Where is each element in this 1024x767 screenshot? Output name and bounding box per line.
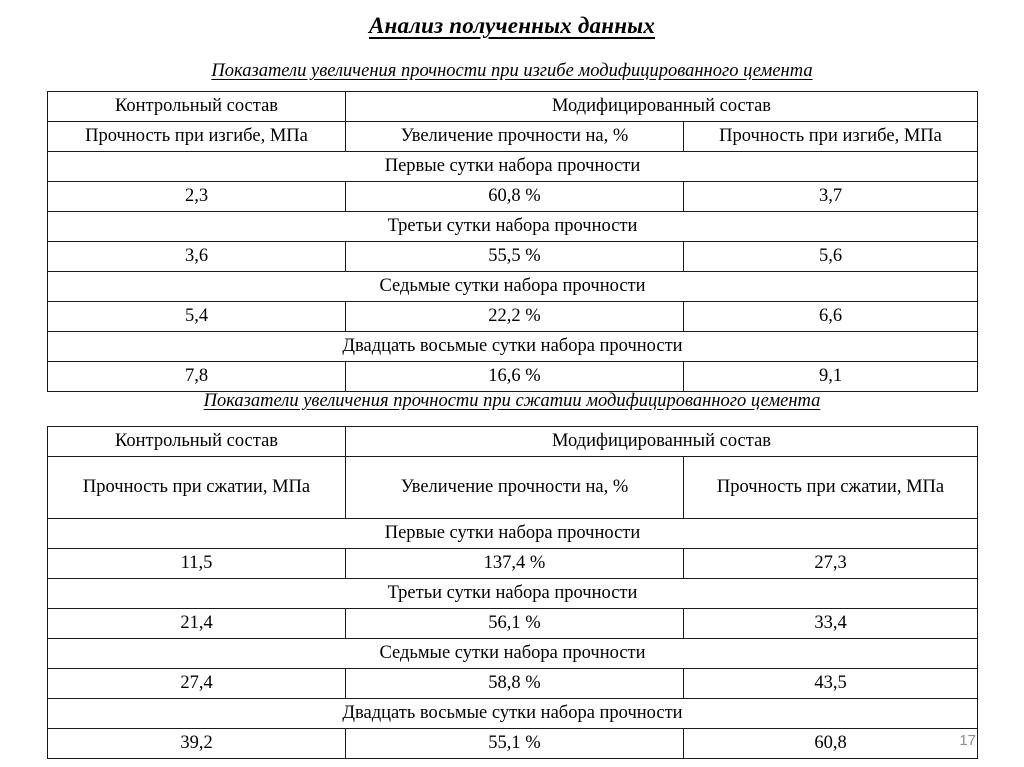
- cell-control-value: 3,6: [48, 242, 346, 272]
- table-row: [48, 609, 978, 639]
- table-row-section-label: [48, 152, 978, 182]
- table-row-column-headers: [48, 122, 978, 152]
- table-row-section-label: [48, 579, 978, 609]
- cell-control-value: 27,4: [48, 669, 346, 699]
- cell-increase-value: 56,1 %: [346, 609, 684, 639]
- table-row-section-label: [48, 272, 978, 302]
- cell-increase-value: 22,2 %: [346, 302, 684, 332]
- cell-modified-value: 9,1: [684, 362, 978, 392]
- table-row-column-headers: [48, 457, 978, 519]
- table-caption-compressive: Показатели увеличения прочности при сжатии модифицированного цемента: [203, 391, 821, 411]
- cell-increase-value: 137,4 %: [346, 549, 684, 579]
- page-number: 17: [959, 732, 976, 749]
- table-row-section-label: [48, 699, 978, 729]
- column-header-increase-percent: Увеличение прочности на, %: [346, 457, 684, 519]
- cell-modified-value: 6,6: [684, 302, 978, 332]
- column-header-modified-strength: Прочность при сжатии, МПа: [684, 457, 978, 519]
- cell-control-value: 2,3: [48, 182, 346, 212]
- cell-modified-value: 33,4: [684, 609, 978, 639]
- section-label-day-7: Седьмые сутки набора прочности: [48, 639, 978, 669]
- cell-modified-value: 60,8: [684, 729, 978, 759]
- group-header-modified: Модифицированный состав: [346, 427, 978, 457]
- cell-modified-value: 43,5: [684, 669, 978, 699]
- group-header-control: Контрольный состав: [48, 92, 346, 122]
- column-header-control-strength: Прочность при сжатии, МПа: [48, 457, 346, 519]
- section-label-day-28: Двадцать восьмые сутки набора прочности: [48, 699, 978, 729]
- cell-control-value: 21,4: [48, 609, 346, 639]
- table-caption-flexural: Показатели увеличения прочности при изгибе модифицированного цемента: [211, 61, 813, 81]
- column-header-modified-strength: Прочность при изгибе, МПа: [684, 122, 978, 152]
- cell-modified-value: 5,6: [684, 242, 978, 272]
- table-row-section-label: [48, 519, 978, 549]
- section-label-day-7: Седьмые сутки набора прочности: [48, 272, 978, 302]
- cell-increase-value: 60,8 %: [346, 182, 684, 212]
- cell-increase-value: 16,6 %: [346, 362, 684, 392]
- table-row: [48, 729, 978, 759]
- table-flexural-strength: [47, 91, 978, 392]
- cell-control-value: 5,4: [48, 302, 346, 332]
- cell-modified-value: 27,3: [684, 549, 978, 579]
- table-row: [48, 242, 978, 272]
- table-row: [48, 182, 978, 212]
- column-header-increase-percent: Увеличение прочности на, %: [346, 122, 684, 152]
- cell-increase-value: 58,8 %: [346, 669, 684, 699]
- cell-modified-value: 3,7: [684, 182, 978, 212]
- section-label-day-28: Двадцать восьмые сутки набора прочности: [48, 332, 978, 362]
- table-row-group-header: [48, 92, 978, 122]
- table-row: [48, 549, 978, 579]
- table-row-section-label: [48, 639, 978, 669]
- section-label-day-1: Первые сутки набора прочности: [48, 152, 978, 182]
- table-compressive-strength: [47, 426, 978, 759]
- column-header-control-strength: Прочность при изгибе, МПа: [48, 122, 346, 152]
- table-row: [48, 362, 978, 392]
- section-label-day-3: Третьи сутки набора прочности: [48, 579, 978, 609]
- table-row: [48, 669, 978, 699]
- group-header-modified: Модифицированный состав: [346, 92, 978, 122]
- table-row: [48, 302, 978, 332]
- group-header-control: Контрольный состав: [48, 427, 346, 457]
- table-row-section-label: [48, 332, 978, 362]
- table-row-group-header: [48, 427, 978, 457]
- cell-control-value: 39,2: [48, 729, 346, 759]
- section-label-day-1: Первые сутки набора прочности: [48, 519, 978, 549]
- page-title: Анализ полученных данных: [368, 13, 656, 38]
- table-row-section-label: [48, 212, 978, 242]
- cell-control-value: 11,5: [48, 549, 346, 579]
- cell-increase-value: 55,5 %: [346, 242, 684, 272]
- cell-increase-value: 55,1 %: [346, 729, 684, 759]
- section-label-day-3: Третьи сутки набора прочности: [48, 212, 978, 242]
- cell-control-value: 7,8: [48, 362, 346, 392]
